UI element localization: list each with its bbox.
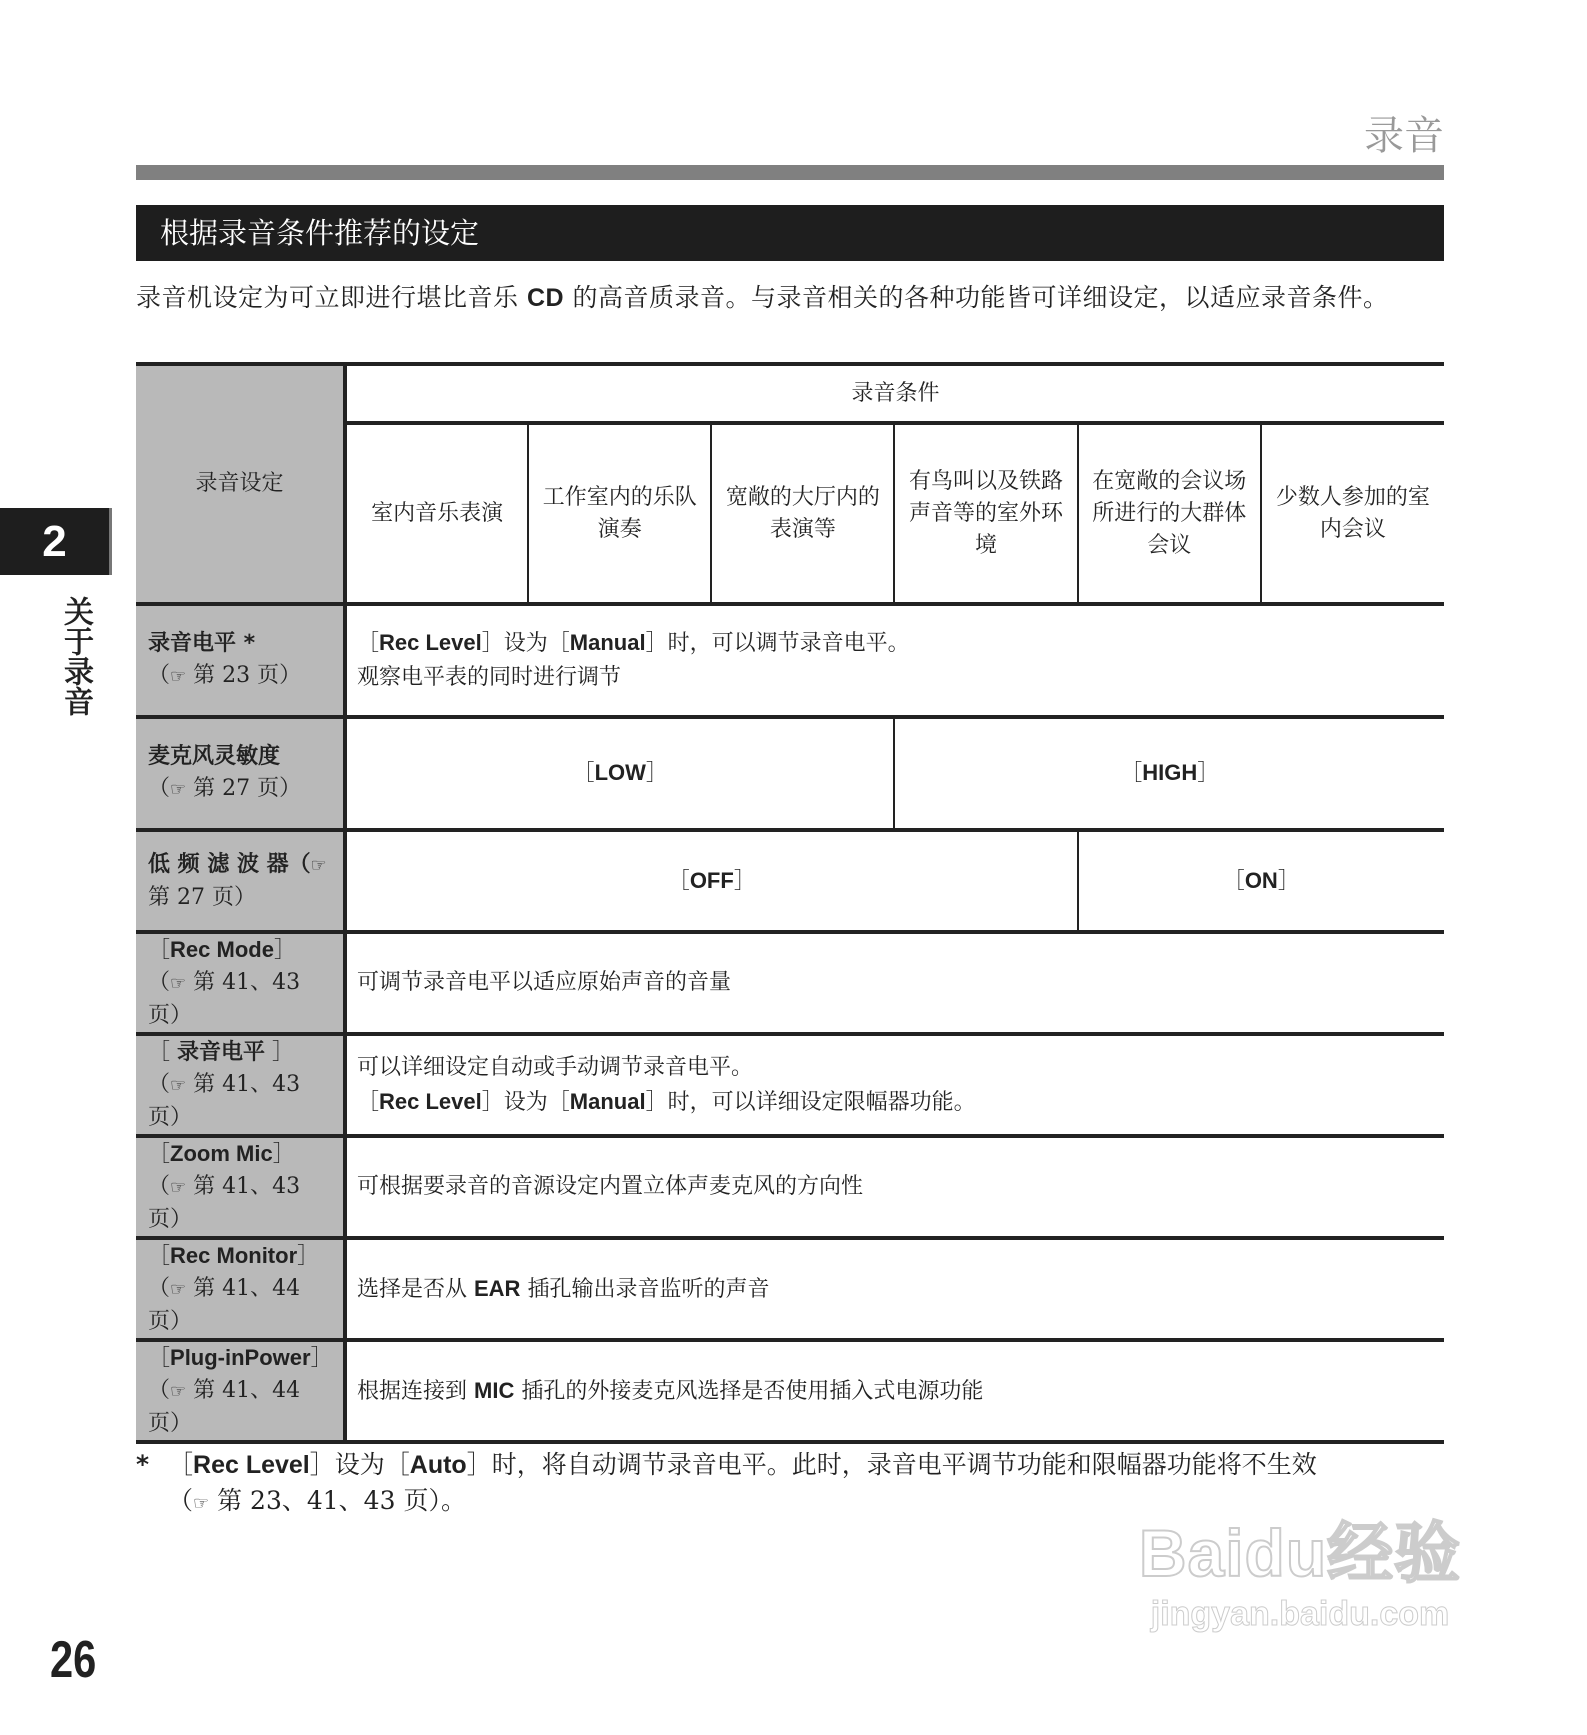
- reference-hand-icon: ☞: [170, 1279, 187, 1300]
- value-cell: 选择是否从 EAR 插孔输出录音监听的声音: [345, 1238, 1444, 1340]
- setting-name: Rec Mode: [170, 937, 274, 962]
- setting-cell: 低 频 滤 波 器（☞ 第 27 页）: [136, 830, 345, 932]
- page-reference[interactable]: 第 41、43 页: [148, 970, 301, 1028]
- table-row: [136, 717, 1444, 830]
- page-reference[interactable]: 第 41、44 页: [148, 1378, 301, 1436]
- intro-paragraph: [136, 280, 1446, 316]
- page-reference[interactable]: 第 23、41、43 页: [217, 1486, 429, 1515]
- setting-cell: 麦克风灵敏度 （☞ 第 27 页）: [136, 717, 345, 830]
- setting-name: 录音电平 *: [148, 631, 256, 656]
- chapter-tab[interactable]: 2: [0, 508, 112, 575]
- value-cell: ［Rec Level］设为［Manual］时，可以调节录音电平。 观察电平表的同时进行调节: [345, 604, 1444, 717]
- page-reference[interactable]: 第 27 页: [193, 776, 280, 801]
- page-reference[interactable]: 第 41、43 页: [148, 1174, 301, 1232]
- watermark-url: jingyan.baidu.com: [1150, 1595, 1450, 1633]
- value-cell: 可以详细设定自动或手动调节录音电平。 ［Rec Level］设为［Manual］时，可以详细设定限幅器功能。: [345, 1034, 1444, 1136]
- condition-cell: 室内音乐表演: [345, 423, 528, 604]
- table-row: [136, 1340, 1444, 1442]
- value-cell: 根据连接到 MIC 插孔的外接麦克风选择是否使用插入式电源功能: [345, 1340, 1444, 1442]
- value-line: 可以详细设定自动或手动调节录音电平。: [357, 1054, 754, 1080]
- section-label: 录音: [1364, 113, 1444, 159]
- setting-name: Plug-inPower: [170, 1345, 311, 1370]
- section-title: 根据录音条件推荐的设定: [136, 205, 1444, 261]
- setting-name: 录音电平: [177, 1039, 266, 1065]
- table-row: [136, 604, 1444, 717]
- settings-table: [136, 362, 1444, 1444]
- reference-hand-icon: ☞: [193, 1493, 210, 1514]
- page-number: 26: [50, 1631, 97, 1689]
- intro-bold: CD: [526, 284, 565, 312]
- intro-text-end: 的高音质录音。与录音相关的各种功能皆可详细设定，以适应录音条件。: [564, 283, 1389, 312]
- table-row: [136, 1238, 1444, 1340]
- page-reference[interactable]: 第 41、44 页: [148, 1276, 301, 1334]
- page-reference[interactable]: 第 23 页: [193, 663, 280, 688]
- setting-cell: ［Rec Monitor］ （☞ 第 41、44 页）: [136, 1238, 345, 1340]
- condition-cell: 宽敞的大厅内的表演等: [711, 423, 894, 604]
- value-high: ［HIGH］: [894, 717, 1444, 830]
- footnote-marker: *: [136, 1450, 150, 1479]
- chapter-label: 关于录音: [58, 596, 93, 716]
- setting-cell: 录音电平 * （☞ 第 23 页）: [136, 604, 345, 717]
- reference-hand-icon: ☞: [170, 779, 187, 800]
- reference-hand-icon: ☞: [170, 666, 187, 687]
- conditions-header: 录音条件: [345, 364, 1444, 423]
- footnote: * ［Rec Level］设为［Auto］时，将自动调节录音电平。此时，录音电平调节功能和限幅器功能将不生效 （☞ 第 23、41、43 页）。: [136, 1447, 1456, 1522]
- value-cell: 可调节录音电平以适应原始声音的音量: [345, 932, 1444, 1034]
- setting-cell: ［Plug-inPower］ （☞ 第 41、44 页）: [136, 1340, 345, 1442]
- table-row: [136, 830, 1444, 932]
- setting-name: 麦克风灵敏度: [148, 744, 281, 769]
- table-row: [136, 932, 1444, 1034]
- table-row: [136, 1034, 1444, 1136]
- value-line: 观察电平表的同时进行调节: [357, 665, 622, 690]
- setting-name: 低 频 滤 波 器（: [148, 851, 311, 877]
- reference-hand-icon: ☞: [170, 1381, 187, 1402]
- setting-cell: ［Rec Mode］ （☞ 第 41、43 页）: [136, 932, 345, 1034]
- value-low: ［LOW］: [345, 717, 894, 830]
- reference-hand-icon: ☞: [170, 1177, 187, 1198]
- watermark-logo: Baidu经验: [1138, 1516, 1462, 1590]
- reference-hand-icon: ☞: [170, 973, 187, 994]
- reference-hand-icon: ☞: [170, 1074, 187, 1096]
- condition-cell: 少数人参加的室内会议: [1261, 423, 1444, 604]
- table-row: [136, 1136, 1444, 1238]
- baidu-watermark: [1120, 1500, 1480, 1634]
- intro-text: 录音机设定为可立即进行堪比音乐: [136, 283, 527, 312]
- setting-name: Rec Monitor: [170, 1243, 298, 1268]
- value-cell: 可根据要录音的音源设定内置立体声麦克风的方向性: [345, 1136, 1444, 1238]
- condition-cell: 工作室内的乐队演奏: [528, 423, 711, 604]
- reference-hand-icon: ☞: [310, 854, 327, 876]
- page-reference[interactable]: 第 41、43 页: [148, 1071, 301, 1130]
- condition-cell: 有鸟叫以及铁路声音等的室外环境: [894, 423, 1077, 604]
- value-off: ［OFF］: [345, 830, 1078, 932]
- page-reference[interactable]: 第 27 页: [148, 884, 234, 910]
- setting-header: 录音设定: [136, 364, 345, 604]
- header-rule: [136, 165, 1444, 180]
- setting-cell: ［ 录音电平 ］ （☞ 第 41、43 页）: [136, 1034, 345, 1136]
- value-on: ［ON］: [1078, 830, 1444, 932]
- condition-cell: 在宽敞的会议场所进行的大群体会议: [1078, 423, 1261, 604]
- setting-cell: ［Zoom Mic］ （☞ 第 41、43 页）: [136, 1136, 345, 1238]
- setting-name: Zoom Mic: [170, 1141, 273, 1166]
